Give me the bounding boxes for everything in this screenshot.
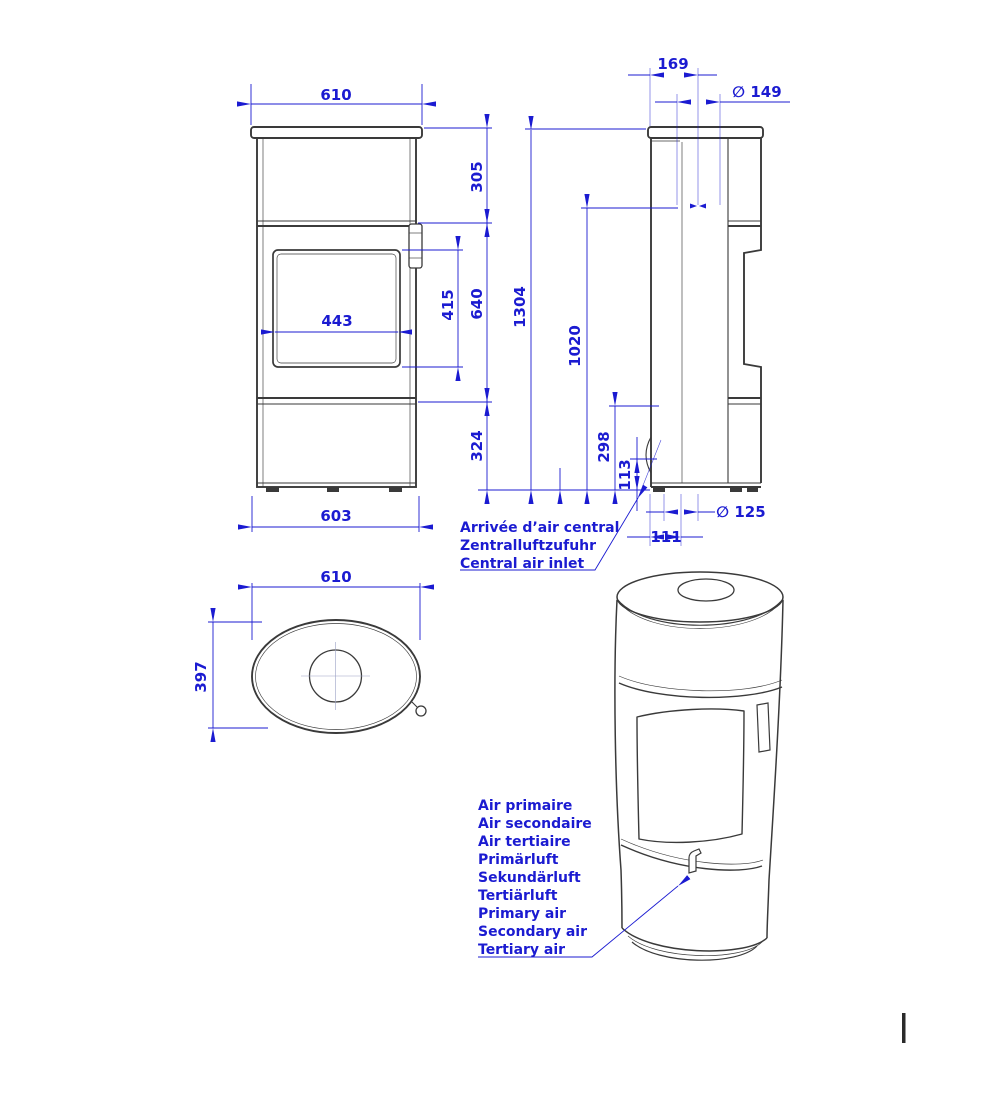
air-label-line: Air primaire: [478, 798, 573, 814]
side-foot: [730, 487, 742, 492]
dim-side-total-height: 1304: [511, 286, 529, 328]
air-label-line: Primary air: [478, 906, 567, 922]
dim-side-flue-offset: 169: [657, 55, 689, 73]
air-label-line: Secondary air: [478, 924, 587, 940]
front-view: [251, 127, 422, 492]
air-label-line: Air secondaire: [478, 816, 592, 832]
front-top-plate: [251, 127, 422, 138]
dim-front-middle-height: 640: [468, 288, 486, 320]
air-types-label: [478, 798, 592, 958]
air-label-line: Air tertiaire: [478, 834, 571, 850]
dim-front-top-width: 610: [320, 86, 352, 104]
text-cursor-artifact: [902, 1013, 906, 1043]
persp-flue-hole: [678, 579, 734, 601]
front-door-handle: [409, 224, 422, 268]
dim-side-inlet-offset: 111: [650, 528, 682, 546]
dim-side-flue-diameter: ∅ 149: [732, 83, 782, 101]
top-oval-outline: [252, 620, 420, 733]
front-foot: [266, 487, 279, 492]
dim-front-bottom-width: 603: [320, 507, 352, 525]
dim-side-inlet-bottom: 113: [616, 459, 634, 491]
persp-door-handle: [757, 703, 770, 752]
persp-air-lever: [689, 849, 701, 873]
dim-front-base-height: 324: [468, 430, 486, 462]
dim-side-inlet-diameter: ∅ 125: [716, 503, 766, 521]
central-air-label-de: Zentralluftzufuhr: [460, 538, 597, 554]
air-label-line: Sekundärluft: [478, 870, 581, 886]
air-label-line: Tertiärluft: [478, 888, 558, 904]
dim-front-upper-height: 305: [468, 161, 486, 193]
dim-side-outlet-height: 1020: [566, 325, 584, 367]
side-foot: [747, 487, 758, 492]
front-foot: [389, 487, 402, 492]
dim-front-glass-width: 443: [321, 312, 353, 330]
side-front-profile: [744, 138, 761, 483]
dim-side-inlet-height: 298: [595, 431, 613, 463]
central-air-label-fr: Arrivée d’air central: [460, 520, 620, 536]
dim-front-glass-height: 415: [439, 289, 457, 321]
top-handle-loop: [416, 706, 426, 716]
persp-glass-window: [637, 709, 744, 842]
side-top-plate: [648, 127, 763, 138]
central-air-label-en: Central air inlet: [460, 556, 585, 572]
air-label-line: Tertiary air: [478, 942, 566, 958]
side-foot: [653, 487, 665, 492]
dim-top-width: 610: [320, 568, 352, 586]
front-glass-window: [273, 250, 400, 367]
dim-top-depth: 397: [192, 661, 210, 693]
side-view: [646, 127, 763, 492]
front-foot: [327, 487, 339, 492]
perspective-view: [615, 572, 783, 960]
top-view: [252, 620, 426, 733]
central-air-label: [460, 520, 619, 572]
air-label-line: Primärluft: [478, 852, 559, 868]
